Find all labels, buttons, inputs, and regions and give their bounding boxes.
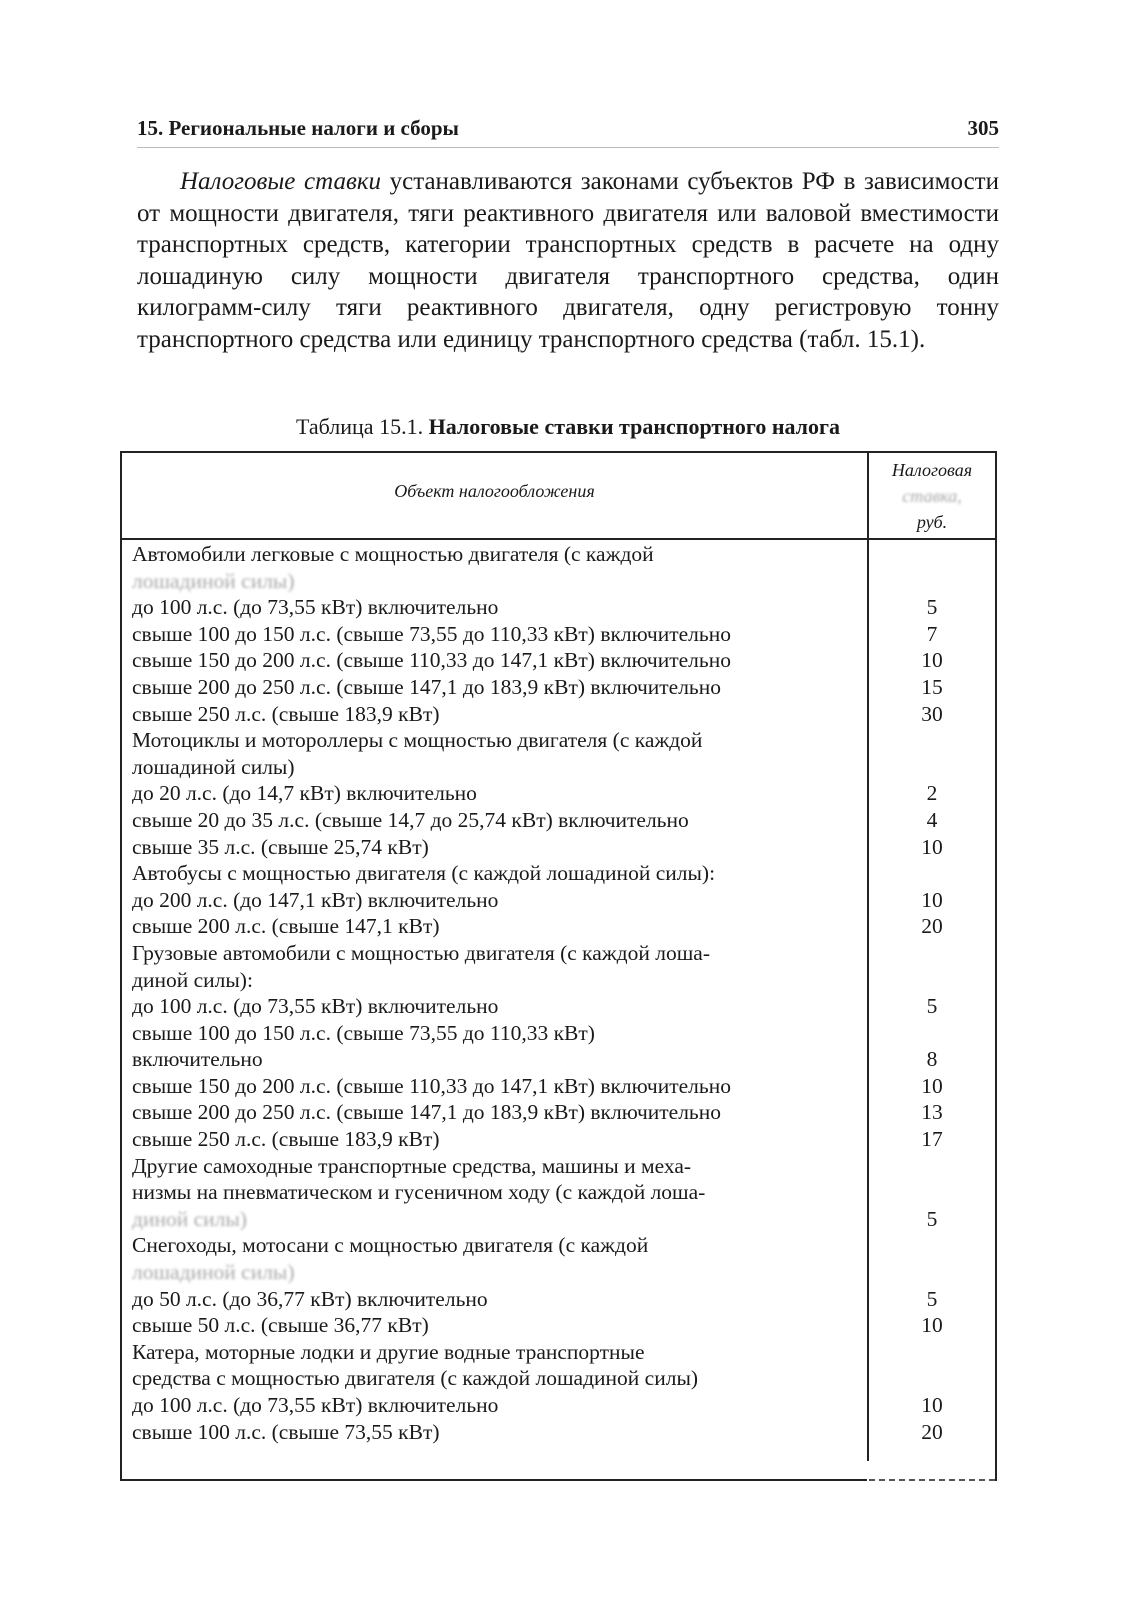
row-rate-value: 17: [921, 1127, 943, 1152]
row-rate-value: 10: [921, 834, 943, 859]
row-rate-value: 20: [921, 914, 943, 939]
row-object-text: диной силы): [132, 1206, 247, 1231]
header-rule: [137, 147, 999, 148]
row-rate-value: 8: [926, 1047, 938, 1072]
table-caption-title: Налоговые ставки транспортного налога: [428, 414, 841, 439]
row-rate-value: 5: [926, 1206, 938, 1231]
row-object-text: Другие самоходные транспортные средства, машины и меха-: [132, 1153, 692, 1178]
table-row: [132, 541, 995, 568]
row-object-text: Автомобили легковые с мощностью двигателя (с каждой: [132, 542, 654, 566]
row-object-text: свыше 200 до 250 л.с. (свыше 147,1 до 183,9 кВт) включительно: [132, 1100, 721, 1125]
row-rate-value: 30: [921, 701, 943, 726]
table-row: [132, 860, 995, 887]
table-row: [132, 568, 995, 595]
row-rate-value: 13: [921, 1100, 943, 1125]
column-header-rate: [869, 457, 995, 535]
table-row: [132, 1073, 995, 1100]
table-row: [132, 1259, 995, 1286]
row-object-text: до 50 л.с. (до 36,77 кВт) включительно: [132, 1286, 488, 1311]
row-object-text: диной силы):: [132, 967, 253, 992]
row-rate-value: 15: [921, 674, 943, 699]
row-object-text: лошадиной силы): [132, 1260, 295, 1285]
row-object-text: лошадиной силы): [132, 568, 295, 593]
table-row: [132, 834, 995, 861]
table-row: [132, 1365, 995, 1392]
table-row: [132, 993, 995, 1020]
table-row: [132, 913, 995, 940]
paragraph-lead-term: Налоговые ставки: [180, 168, 382, 195]
row-rate-value: 10: [921, 887, 943, 912]
row-object-text: средства с мощностью двигателя (с каждой лошадиной силы): [132, 1366, 699, 1391]
table-row: [132, 780, 995, 807]
table-row: [132, 647, 995, 674]
row-object-text: свыше 20 до 35 л.с. (свыше 14,7 до 25,74 кВт) включительно: [132, 807, 689, 832]
row-object-text: включительно: [132, 1047, 263, 1072]
table-row: [132, 1392, 995, 1419]
column-header-object: Объект налогообложения: [394, 481, 595, 501]
page-number: 305: [967, 116, 999, 140]
table-row: [132, 1312, 995, 1339]
table-row: [132, 1179, 995, 1206]
row-object-text: свыше 50 л.с. (свыше 36,77 кВт): [132, 1313, 429, 1338]
row-rate-value: 2: [926, 781, 938, 806]
row-object-text: Автобусы с мощностью двигателя (с каждой лошадиной силы):: [132, 861, 716, 886]
row-rate-value: 5: [926, 1286, 938, 1311]
row-object-text: до 100 л.с. (до 73,55 кВт) включительно: [132, 595, 499, 620]
table-row: [132, 1099, 995, 1126]
row-object-text: свыше 100 л.с. (свыше 73,55 кВт): [132, 1419, 440, 1444]
table-row: [132, 1232, 995, 1259]
row-object-text: Грузовые автомобили с мощностью двигателя (с каждой лоша-: [132, 940, 710, 965]
table-header-divider: [122, 538, 995, 540]
table-row: [132, 1286, 995, 1313]
row-object-text: свыше 100 до 150 л.с. (свыше 73,55 до 110,33 кВт) включительно: [132, 621, 731, 646]
row-object-text: низмы на пневматическом и гусеничном ходу (с каждой лоша-: [132, 1180, 706, 1205]
body-paragraph: [137, 166, 999, 355]
row-object-text: лошадиной силы): [132, 754, 295, 779]
table-row: [132, 807, 995, 834]
tax-rates-table: [120, 451, 997, 1481]
row-rate-value: 4: [926, 807, 938, 832]
row-rate-value: 10: [921, 648, 943, 673]
row-object-text: до 100 л.с. (до 73,55 кВт) включительно: [132, 1393, 499, 1417]
table-row: [132, 1206, 995, 1233]
row-object-text: до 20 л.с. (до 14,7 кВт) включительно: [132, 781, 477, 806]
table-row: [132, 674, 995, 701]
row-rate-value: 5: [926, 994, 938, 1019]
table-row: [132, 727, 995, 754]
table-row: [132, 887, 995, 914]
row-object-text: свыше 200 л.с. (свыше 147,1 кВт): [132, 914, 440, 939]
table-row: [132, 1339, 995, 1366]
table-row: [132, 1153, 995, 1180]
table-row: [132, 594, 995, 621]
table-bottom-border: [122, 1479, 867, 1481]
table-row: [132, 701, 995, 728]
row-object-text: до 100 л.с. (до 73,55 кВт) включительно: [132, 994, 499, 1019]
chapter-title: 15. Региональные налоги и сборы: [137, 116, 459, 140]
row-object-text: свыше 250 л.с. (свыше 183,9 кВт): [132, 701, 440, 726]
row-rate-value: 10: [921, 1393, 943, 1417]
paragraph-text: устанавливаются законами субъектов РФ в зависимости от мощности двигателя, тяги реактивного двигателя или валовой вместимости транспортных средств, категории транспортных средств в расчете на одну лошадиную силу мощности двигателя транспортного средства, один килограмм-силу тяги реактивного двигателя, одну регистровую тонну транспортного средства или единицу транспортного средства (табл. 15.1).: [137, 168, 999, 353]
row-object-text: свыше 100 до 150 л.с. (свыше 73,55 до 110,33 кВт): [132, 1020, 595, 1045]
table-row: [132, 754, 995, 781]
row-rate-value: 10: [921, 1073, 943, 1098]
row-rate-value: 20: [921, 1419, 943, 1444]
table-row: [132, 621, 995, 648]
table-body: [132, 541, 995, 1445]
table-row: [132, 967, 995, 994]
column-header-rate-line1: Налоговая: [891, 460, 973, 480]
row-object-text: Мотоциклы и мотороллеры с мощностью двигателя (с каждой: [132, 728, 703, 753]
column-header-rate-line2: ставка,: [902, 486, 962, 506]
table-continuation-mark: [869, 1479, 995, 1481]
row-object-text: свыше 35 л.с. (свыше 25,74 кВт): [132, 834, 429, 859]
row-object-text: Снегоходы, мотосани с мощностью двигателя (с каждой: [132, 1233, 649, 1258]
table-caption: [137, 414, 999, 440]
table-row: [132, 1046, 995, 1073]
row-object-text: свыше 250 л.с. (свыше 183,9 кВт): [132, 1127, 440, 1152]
row-object-text: свыше 150 до 200 л.с. (свыше 110,33 до 147,1 кВт) включительно: [132, 648, 731, 673]
row-rate-value: 7: [926, 621, 938, 646]
table-caption-prefix: Таблица 15.1.: [295, 414, 429, 439]
row-object-text: свыше 150 до 200 л.с. (свыше 110,33 до 147,1 кВт) включительно: [132, 1073, 731, 1098]
running-header: [137, 116, 999, 146]
table-row: [132, 1020, 995, 1047]
row-object-text: свыше 200 до 250 л.с. (свыше 147,1 до 183,9 кВт) включительно: [132, 674, 721, 699]
table-row: [132, 1126, 995, 1153]
table-row: [132, 940, 995, 967]
row-rate-value: 5: [926, 595, 938, 620]
row-rate-value: 10: [921, 1313, 943, 1338]
row-object-text: Катера, моторные лодки и другие водные транспортные: [132, 1339, 645, 1364]
row-object-text: до 200 л.с. (до 147,1 кВт) включительно: [132, 887, 499, 912]
table-row: [132, 1419, 995, 1446]
column-header-rate-line3: руб.: [916, 512, 948, 532]
